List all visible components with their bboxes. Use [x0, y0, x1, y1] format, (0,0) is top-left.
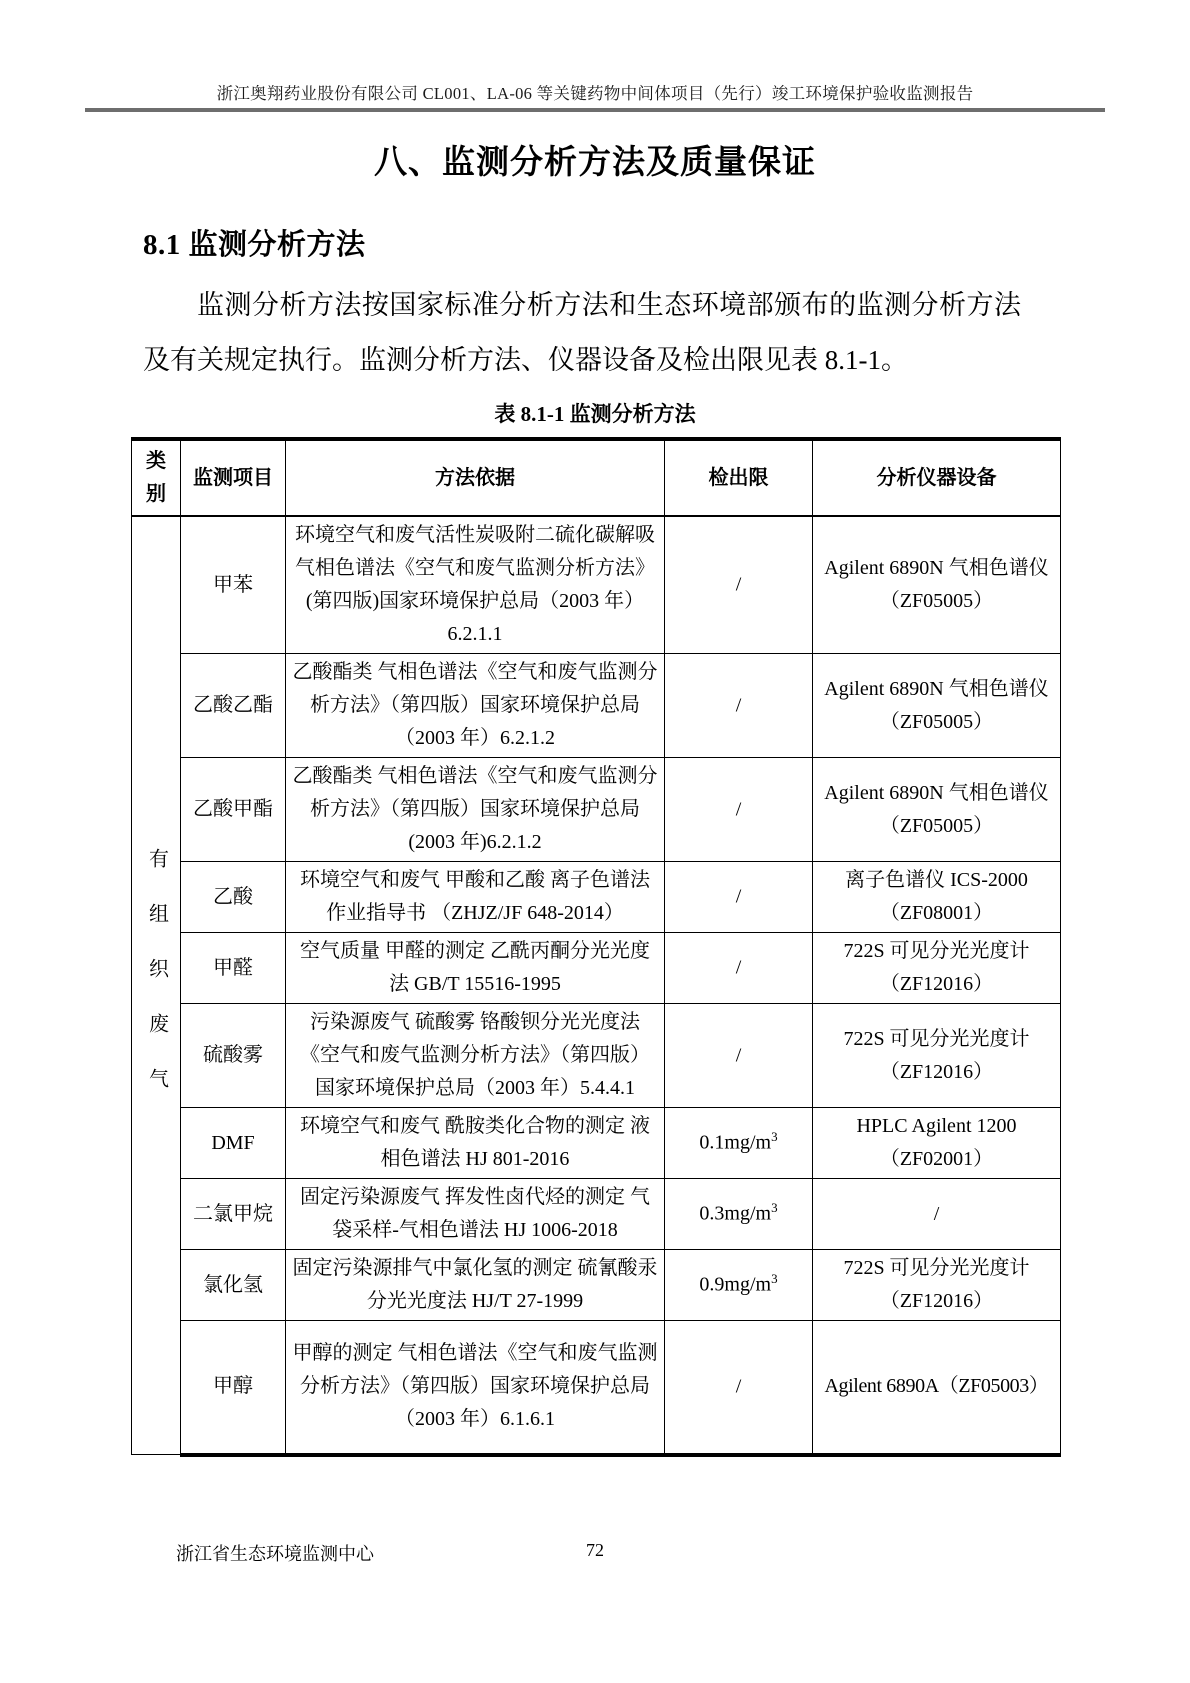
table-row	[132, 1179, 1061, 1250]
table-row	[132, 862, 1061, 933]
item-cell: 二氯甲烷	[181, 1179, 286, 1250]
table-row	[132, 654, 1061, 758]
analysis-table	[131, 437, 1061, 1457]
table-header-row	[132, 439, 1061, 516]
table-caption: 表 8.1-1 监测分析方法	[494, 402, 696, 426]
limit-sup: 3	[771, 1200, 778, 1216]
instrument-cell: 722S 可见分光光度计（ZF12016）	[813, 1004, 1061, 1108]
limit-value: /	[735, 885, 742, 908]
limit-value: /	[735, 798, 742, 821]
item-cell: 硫酸雾	[181, 1004, 286, 1108]
method-cell: 污染源废气 硫酸雾 铬酸钡分光光度法《空气和废气监测分析方法》（第四版）国家环境保护总局（2003 年）5.4.4.1	[286, 1004, 665, 1108]
column-header-instrument: 分析仪器设备	[813, 439, 1061, 516]
limit-cell	[665, 654, 813, 758]
limit-cell	[665, 1179, 813, 1250]
item-cell: DMF	[181, 1108, 286, 1179]
body-paragraph: 监测分析方法按国家标准分析方法和生态环境部颁布的监测分析方法及有关规定执行。监测分析方法、仪器设备及检出限见表 8.1-1。	[143, 290, 1021, 375]
item-cell: 氯化氢	[181, 1250, 286, 1321]
limit-value: /	[735, 694, 742, 717]
table-row	[132, 516, 1061, 654]
instrument-cell: 离子色谱仪 ICS-2000（ZF08001）	[813, 862, 1061, 933]
instrument-cell: Agilent 6890N 气相色谱仪（ZF05005）	[813, 516, 1061, 654]
table-row	[132, 1250, 1061, 1321]
limit-sup: 3	[771, 1271, 778, 1287]
method-cell: 空气质量 甲醛的测定 乙酰丙酮分光光度法 GB/T 15516-1995	[286, 933, 665, 1004]
method-cell: 环境空气和废气活性炭吸附二硫化碳解吸气相色谱法《空气和废气监测分析方法》 (第四版)国家环境保护总局（2003 年）6.2.1.1	[286, 516, 665, 654]
item-cell: 甲苯	[181, 516, 286, 654]
method-cell: 固定污染源排气中氯化氢的测定 硫氰酸汞分光光度法 HJ/T 27-1999	[286, 1250, 665, 1321]
instrument-cell: 722S 可见分光光度计（ZF12016）	[813, 1250, 1061, 1321]
category-cell: 有组织废气	[132, 516, 181, 1455]
limit-value: /	[735, 1375, 742, 1398]
limit-cell	[665, 758, 813, 862]
method-cell: 固定污染源废气 挥发性卤代烃的测定 气袋采样-气相色谱法 HJ 1006-2018	[286, 1179, 665, 1250]
item-cell: 甲醛	[181, 933, 286, 1004]
column-header-limit: 检出限	[665, 439, 813, 516]
instrument-cell: Agilent 6890A（ZF05003）	[813, 1321, 1061, 1455]
table-row	[132, 758, 1061, 862]
method-cell: 环境空气和废气 酰胺类化合物的测定 液相色谱法 HJ 801-2016	[286, 1108, 665, 1179]
limit-cell	[665, 933, 813, 1004]
limit-cell	[665, 1004, 813, 1108]
method-cell: 乙酸酯类 气相色谱法《空气和废气监测分析方法》（第四版）国家环境保护总局（2003 年）6.2.1.2	[286, 654, 665, 758]
instrument-cell: Agilent 6890N 气相色谱仪（ZF05005）	[813, 654, 1061, 758]
limit-value: /	[735, 1044, 742, 1067]
page-number: 72	[586, 1540, 604, 1560]
limit-cell	[665, 516, 813, 654]
method-cell: 甲醇的测定 气相色谱法《空气和废气监测分析方法》（第四版）国家环境保护总局（2003 年）6.1.6.1	[286, 1321, 665, 1455]
table-row	[132, 1321, 1061, 1455]
limit-value: /	[735, 956, 742, 979]
analysis-table-wrapper	[131, 437, 1061, 1457]
page-title: 八、监测分析方法及质量保证	[374, 145, 816, 181]
instrument-cell: 722S 可见分光光度计（ZF12016）	[813, 933, 1061, 1004]
limit-cell	[665, 1108, 813, 1179]
column-header-item: 监测项目	[181, 439, 286, 516]
limit-value: 0.9mg/m	[699, 1273, 772, 1296]
header-rule	[85, 108, 1105, 112]
instrument-cell: HPLC Agilent 1200（ZF02001）	[813, 1108, 1061, 1179]
item-cell: 乙酸甲酯	[181, 758, 286, 862]
limit-cell	[665, 862, 813, 933]
table-row	[132, 1108, 1061, 1179]
limit-cell	[665, 1250, 813, 1321]
table-row	[132, 933, 1061, 1004]
page-footer	[0, 1540, 1190, 1570]
footer-organization: 浙江省生态环境监测中心	[176, 1544, 374, 1564]
limit-sup: 3	[771, 1129, 778, 1145]
page-header-text: 浙江奥翔药业股份有限公司 CL001、LA-06 等关键药物中间体项目（先行）竣工环境保护验收监测报告	[216, 84, 974, 103]
limit-value: /	[735, 573, 742, 596]
instrument-cell: /	[813, 1179, 1061, 1250]
table-row	[132, 1004, 1061, 1108]
section-heading: 8.1 监测分析方法	[143, 229, 366, 261]
limit-cell	[665, 1321, 813, 1455]
item-cell: 甲醇	[181, 1321, 286, 1455]
item-cell: 乙酸乙酯	[181, 654, 286, 758]
method-cell: 环境空气和废气 甲酸和乙酸 离子色谱法 作业指导书 （ZHJZ/JF 648-2014）	[286, 862, 665, 933]
column-header-method: 方法依据	[286, 439, 665, 516]
column-header-category: 类别	[132, 439, 181, 516]
method-cell: 乙酸酯类 气相色谱法《空气和废气监测分析方法》（第四版）国家环境保护总局(2003 年)6.2.1.2	[286, 758, 665, 862]
limit-value: 0.1mg/m	[699, 1131, 772, 1154]
instrument-cell: Agilent 6890N 气相色谱仪（ZF05005）	[813, 758, 1061, 862]
limit-value: 0.3mg/m	[699, 1202, 772, 1225]
item-cell: 乙酸	[181, 862, 286, 933]
